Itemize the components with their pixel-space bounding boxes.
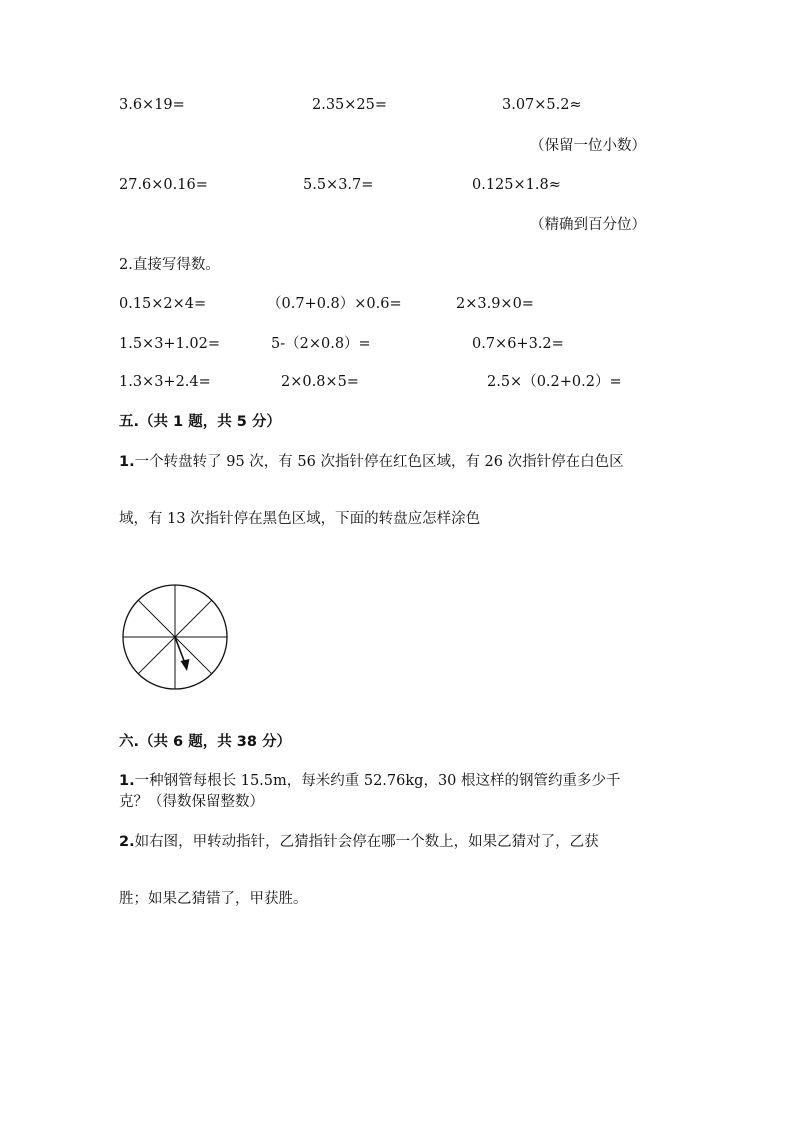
section-6-title: 六.（共 6 题，共 38 分） (119, 734, 291, 750)
section-6-question-1-line-1 (119, 772, 621, 790)
calc-paren-0-7-plus-0-8: （0.7+0.8）×0.6= (267, 296, 402, 312)
spinner-pointer-arrowhead (181, 659, 190, 671)
section-5-title: 五.（共 1 题，共 5 分） (119, 414, 281, 430)
calc-27-6x0-16: 27.6×0.16= (119, 177, 208, 193)
section-5-question-1-line-2: 域，有 13 次指针停在黑色区域，下面的转盘应怎样涂色 (119, 511, 481, 527)
calc-1-5x3-plus-1-02: 1.5×3+1.02= (119, 336, 221, 352)
s6q1-text-1: 一种钢管每根长 15.5m，每米约重 52.76kg，30 根这样的钢管约重多少千 (134, 773, 621, 789)
s6q1-number: 1. (119, 773, 135, 789)
calc-5-minus-paren: 5-（2×0.8）= (271, 336, 371, 352)
calc-0-15x2x4: 0.15×2×4= (119, 296, 207, 312)
calc-3-6x19: 3.6×19= (119, 97, 185, 113)
question-2-title: 直接写得数。 (132, 257, 220, 273)
calc-2-35x25: 2.35×25= (312, 97, 388, 113)
calc-5-5x3-7: 5.5×3.7= (303, 177, 374, 193)
section-6-question-1-line-2: 克？（得数保留整数） (119, 794, 264, 810)
section-6-question-2-line-1 (119, 833, 599, 851)
spinner-diagram (120, 582, 230, 692)
section-5-question-1-line-1 (119, 453, 624, 471)
s6q2-text-1: 如右图，甲转动指针，乙猜指针会停在哪一个数上，如果乙猜对了，乙获 (134, 834, 599, 850)
note-round-one-decimal: （保留一位小数） (530, 138, 646, 154)
note-round-hundredths: （精确到百分位） (530, 217, 646, 233)
calc-2x0-8x5: 2×0.8×5= (281, 374, 359, 390)
calc-3-07x5-2: 3.07×5.2≈ (502, 97, 582, 113)
calc-0-7x6-plus-3-2: 0.7×6+3.2= (472, 336, 564, 352)
calc-2-5x-paren: 2.5×（0.2+0.2）= (487, 374, 622, 390)
question-2-number: 2. (119, 257, 133, 273)
calc-1-3x3-plus-2-4: 1.3×3+2.4= (119, 374, 211, 390)
calc-0-125x1-8: 0.125×1.8≈ (472, 177, 561, 193)
section-6-question-2-line-2: 胜；如果乙猜错了，甲获胜。 (119, 891, 308, 907)
s5q1-number: 1. (119, 454, 135, 470)
s6q2-number: 2. (119, 834, 135, 850)
s5q1-text-1: 一个转盘转了 95 次，有 56 次指针停在红色区域，有 26 次指针停在白色区 (134, 454, 624, 470)
question-2-heading (119, 256, 220, 274)
calc-2x3-9x0: 2×3.9×0= (456, 296, 534, 312)
